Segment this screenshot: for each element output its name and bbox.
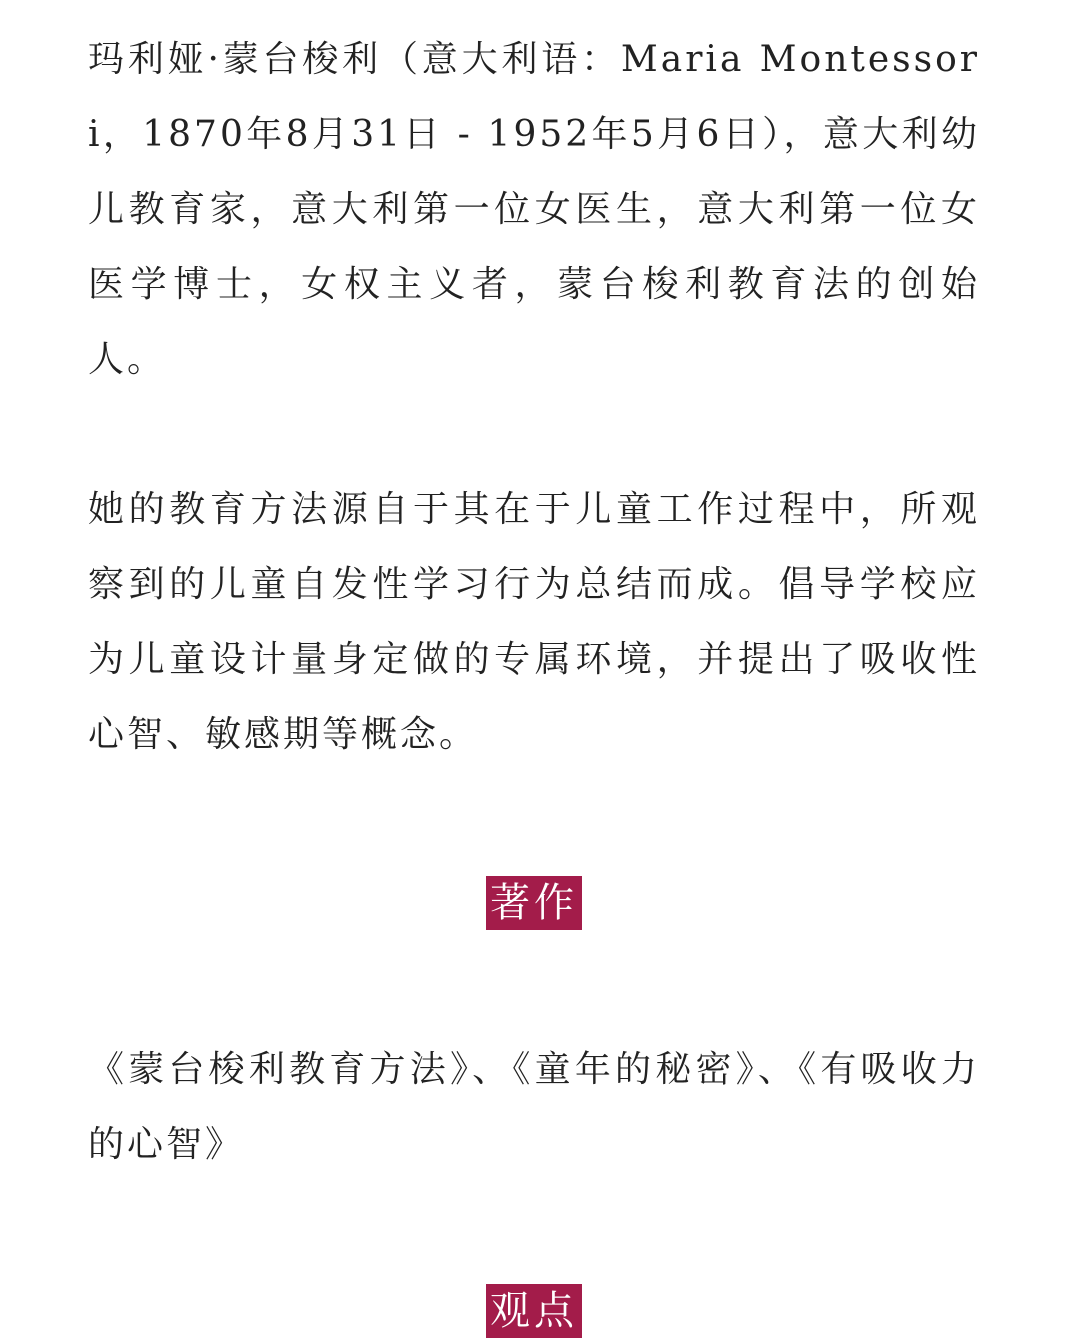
works-heading: 著作 xyxy=(486,876,582,930)
views-heading-row xyxy=(88,1284,980,1338)
intro-paragraph-2: 她的教育方法源自于其在于儿童工作过程中，所观察到的儿童自发性学习行为总结而成。倡导学校应为儿童设计量身定做的专属环境，并提出了吸收性心智、敏感期等概念。 xyxy=(88,489,980,755)
article-body xyxy=(88,22,980,1338)
works-list: 《蒙台梭利教育方法》、《童年的秘密》、《有吸收力的心智》 xyxy=(88,1049,980,1165)
views-heading: 观点 xyxy=(486,1284,582,1338)
intro-paragraph-1: 玛利娅·蒙台梭利（意大利语：Maria Montessori，1870年8月31日 - 1952年5月6日），意大利幼儿教育家，意大利第一位女医生，意大利第一位女医学博士，女权主义者，蒙台梭利教育法的创始人。 xyxy=(88,39,980,380)
works-heading-row xyxy=(88,876,980,930)
